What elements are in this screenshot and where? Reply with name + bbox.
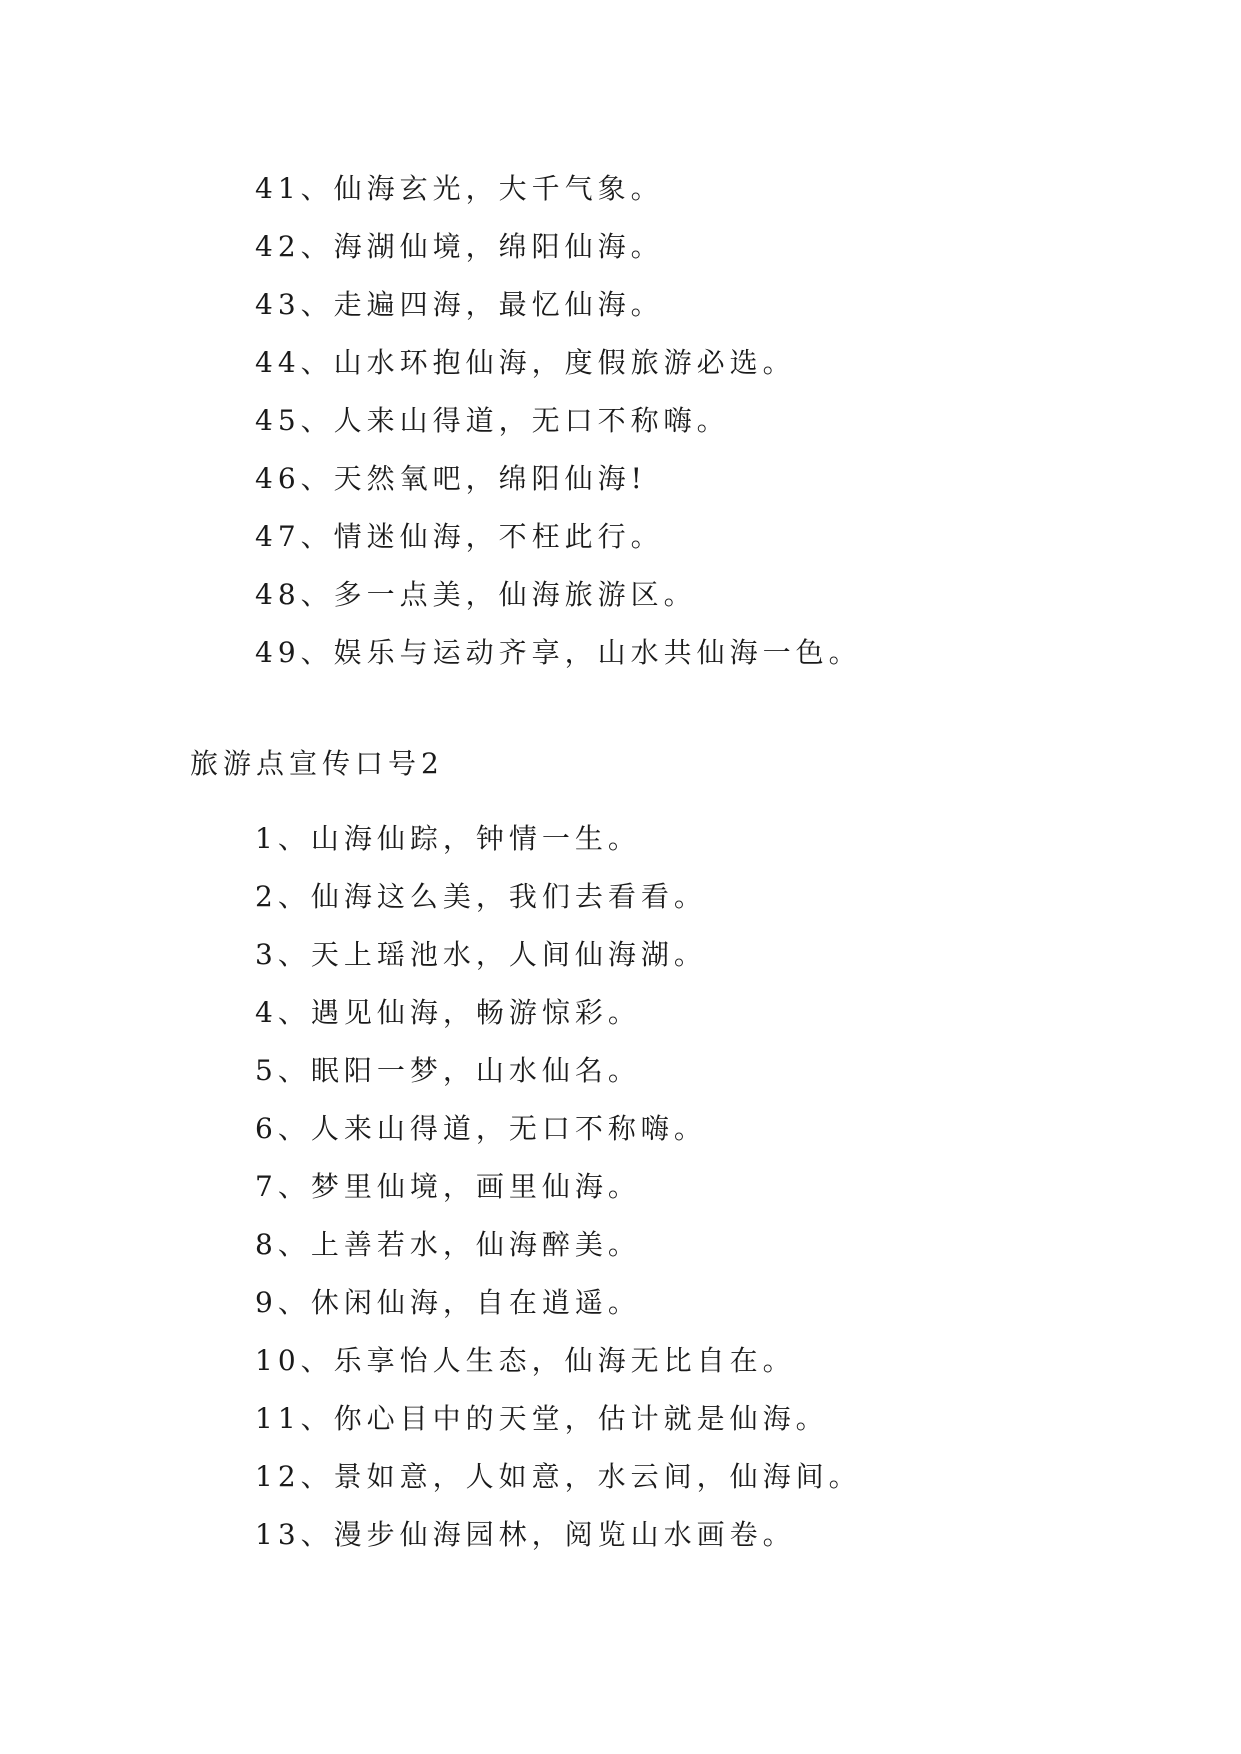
- list-item: 42、海湖仙境，绵阳仙海。: [255, 230, 664, 263]
- list-item: 49、娱乐与运动齐享，山水共仙海一色。: [255, 636, 862, 669]
- list-item: 44、山水环抱仙海，度假旅游必选。: [255, 346, 796, 379]
- list-item: 11、你心目中的天堂，估计就是仙海。: [255, 1402, 829, 1435]
- list-item: 9、休闲仙海，自在逍遥。: [255, 1286, 641, 1319]
- section-heading: 旅游点宣传口号2: [190, 747, 444, 780]
- list-item: 41、仙海玄光，大千气象。: [255, 172, 664, 205]
- list-item: 46、天然氧吧，绵阳仙海!: [255, 462, 647, 495]
- list-item: 10、乐享怡人生态，仙海无比自在。: [255, 1344, 796, 1377]
- list-item: 7、梦里仙境，画里仙海。: [255, 1170, 641, 1203]
- list-item: 6、人来山得道，无口不称嗨。: [255, 1112, 707, 1145]
- list-item: 5、眠阳一梦，山水仙名。: [255, 1054, 641, 1087]
- list-item: 45、人来山得道，无口不称嗨。: [255, 404, 730, 437]
- list-item: 2、仙海这么美，我们去看看。: [255, 880, 707, 913]
- list-item: 12、景如意，人如意，水云间，仙海间。: [255, 1460, 862, 1493]
- list-item: 3、天上瑶池水，人间仙海湖。: [255, 938, 707, 971]
- list-item: 47、情迷仙海，不枉此行。: [255, 520, 664, 553]
- list-item: 13、漫步仙海园林，阅览山水画卷。: [255, 1518, 796, 1551]
- list-item: 8、上善若水，仙海醉美。: [255, 1228, 641, 1261]
- list-item: 48、多一点美，仙海旅游区。: [255, 578, 697, 611]
- list-item: 4、遇见仙海，畅游惊彩。: [255, 996, 641, 1029]
- slogan-list-1: [0, 160, 862, 682]
- list-item: 1、山海仙踪，钟情一生。: [255, 822, 641, 855]
- list-item: 43、走遍四海，最忆仙海。: [255, 288, 664, 321]
- slogan-list-2: [0, 810, 862, 1564]
